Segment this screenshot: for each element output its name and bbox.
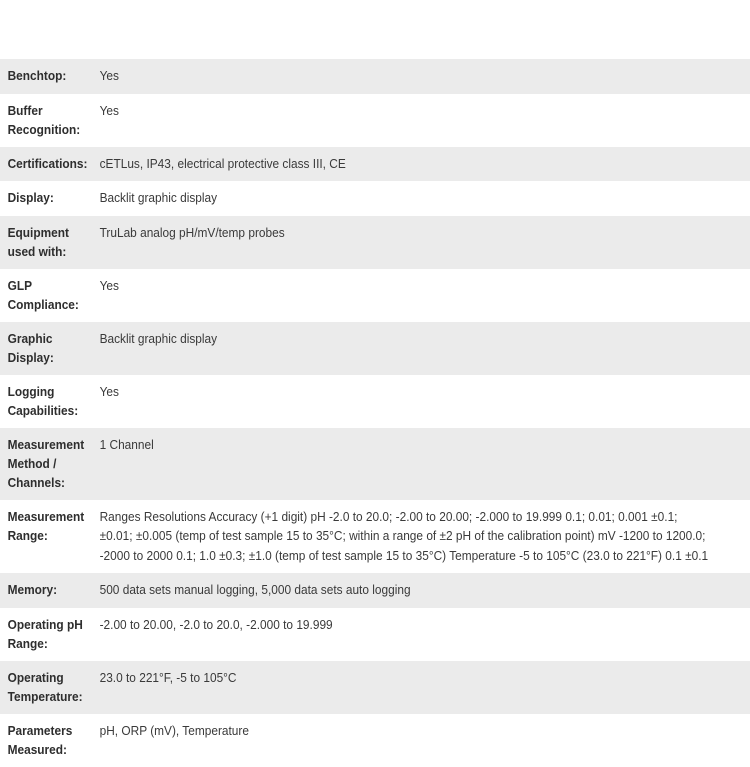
spec-label: Benchtop: xyxy=(7,69,67,83)
spec-value: Yes xyxy=(99,384,119,399)
spec-label: Logging Capabilities: xyxy=(7,384,79,418)
spec-row-graphic-display xyxy=(0,322,750,375)
spec-label: Graphic Display: xyxy=(7,331,54,365)
spec-value: 1 Channel xyxy=(99,437,154,452)
spec-label: Measurement Method / Channels: xyxy=(7,437,85,490)
spec-label: Measurement Range: xyxy=(7,509,85,543)
spec-value: Yes xyxy=(99,278,119,293)
spec-value: -2.00 to 20.00, -2.0 to 20.0, -2.000 to 19.999 xyxy=(99,617,333,632)
spec-value: cETLus, IP43, electrical protective class III, CE xyxy=(99,156,346,171)
spec-label: Operating pH Range: xyxy=(7,617,83,651)
spec-row-operating-ph-range xyxy=(0,608,750,661)
spec-label: Display: xyxy=(7,191,54,205)
spec-table xyxy=(0,59,750,767)
spec-value: Backlit graphic display xyxy=(99,191,218,205)
spec-row-glp-compliance xyxy=(0,269,750,322)
spec-value: Backlit graphic display xyxy=(99,331,218,346)
spec-value: Ranges Resolutions Accuracy (+1 digit) pH -2.0 to 20.0; -2.00 to 20.00; -2.000 to 19.999 0.1; 0.01; 0.001 ±0.1; ±0.01; ±0.005 (temp of test sample 15 to 35°C; within a range of ±2 pH of the calibration point) mV -1200 to 1200.0; -2000 to 2000 0.1; 1.0 ±0.3; ±1.0 (temp of test sample 15 to 35°C) Temperature -5 to 105°C (23.0 to 221°F) 0.1 ±0.1 xyxy=(99,509,709,563)
spec-row-operating-temperature xyxy=(0,661,750,714)
spec-row-memory xyxy=(0,573,750,608)
spec-label: GLP Compliance: xyxy=(7,278,79,312)
spec-value: TruLab analog pH/mV/temp probes xyxy=(99,225,285,240)
spec-value: 500 data sets manual logging, 5,000 data sets auto logging xyxy=(99,583,411,597)
spec-label: Buffer Recognition: xyxy=(7,103,81,137)
spec-label: Parameters Measured: xyxy=(7,723,73,757)
spec-value: Yes xyxy=(99,103,119,118)
spec-row-buffer-recognition xyxy=(0,94,750,147)
spec-label: Equipment used with: xyxy=(7,225,69,259)
spec-label: Certifications: xyxy=(7,156,88,171)
spec-label: Memory: xyxy=(7,583,58,597)
spec-row-logging-capabilities xyxy=(0,375,750,428)
spec-row-measurement-range xyxy=(0,500,750,574)
spec-label: Operating Temperature: xyxy=(7,670,83,704)
spec-row-parameters-measured xyxy=(0,714,750,767)
spec-row-benchtop xyxy=(0,59,750,94)
spec-row-certifications xyxy=(0,147,750,182)
spec-row-measurement-method-channels xyxy=(0,428,750,500)
spec-value: 23.0 to 221°F, -5 to 105°C xyxy=(99,670,237,685)
spec-value: pH, ORP (mV), Temperature xyxy=(99,723,249,738)
spec-row-display xyxy=(0,181,750,216)
spec-value: Yes xyxy=(99,69,119,83)
spec-row-equipment-used-with xyxy=(0,216,750,269)
